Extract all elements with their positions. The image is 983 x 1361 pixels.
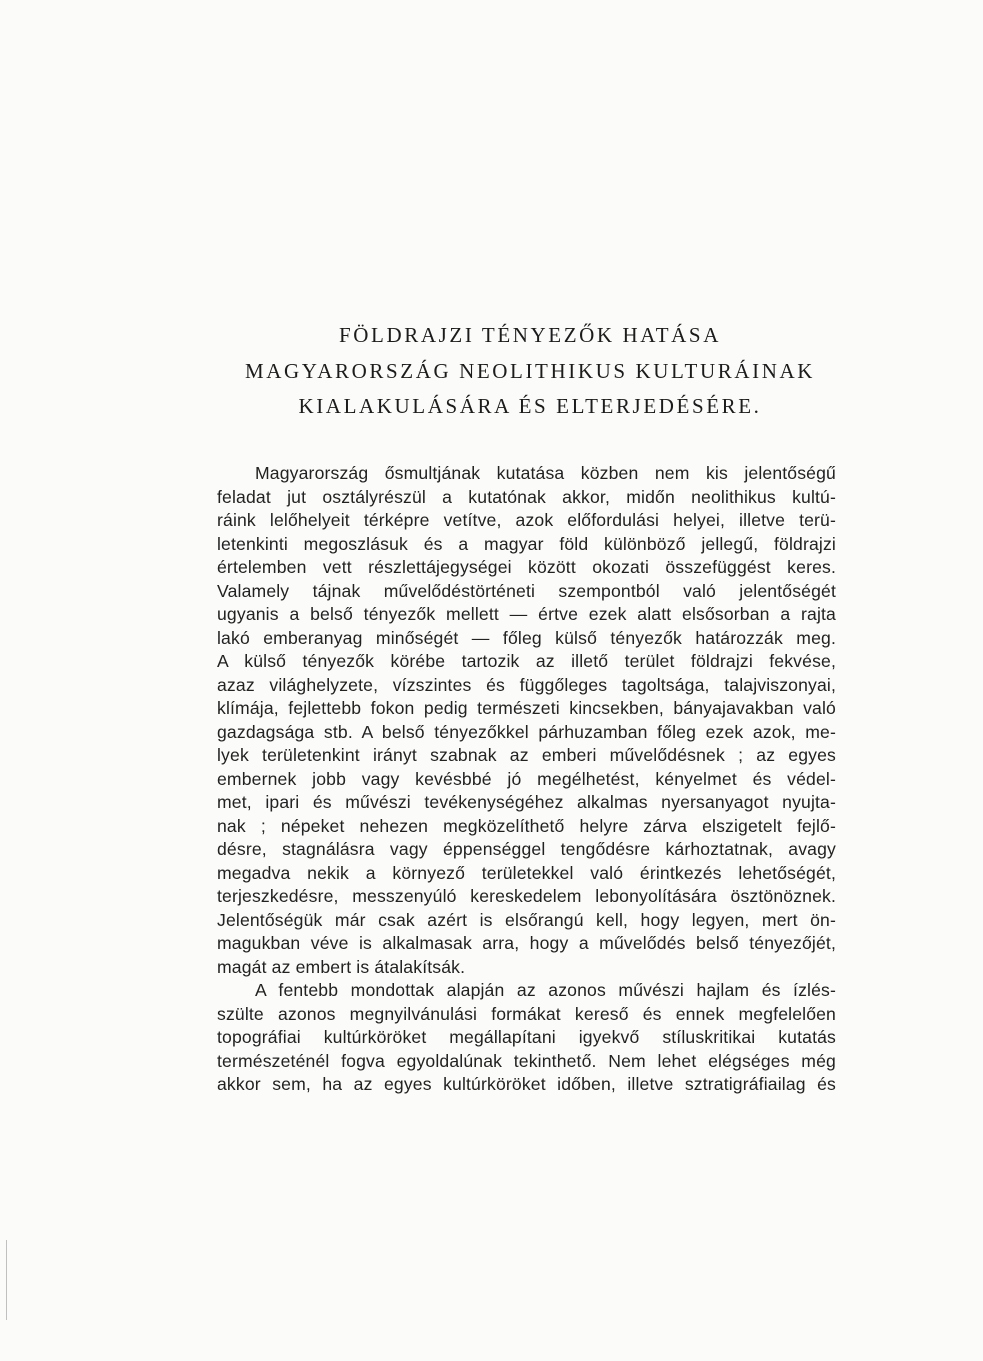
text-line: nak ; népeket nehezen megközelíthető helyre zárva elszigetelt fejlő- (217, 815, 836, 836)
text-line: értelemben vett részlettájegységei között okozati összefüggést keres. (217, 557, 836, 577)
text-line: szülte azonos megnyilvánulási formákat kereső és ennek megfelelően (217, 1003, 836, 1024)
text-line: magát az embert is átalakítsák. (217, 956, 466, 977)
paragraph-2 (217, 979, 836, 1097)
text-line: Valamely tájnak művelődéstörténeti szempontból való jelentőségét (217, 580, 836, 601)
text-line: topográfiai kultúrköröket megállapítani igyekvő stíluskritikai kutatás (217, 1027, 836, 1047)
text-line: lakó emberanyag minőségét — főleg külső tényezők határozzák meg. (217, 627, 836, 648)
text-line: megadva nekik a környező területekkel való érintkezés lehetőségét, (217, 862, 836, 883)
text-line: gazdagsága stb. A belső tényezőkkel párhuzamban főleg ezek azok, me- (217, 721, 836, 742)
text-line: ugyanis a belső tényezők mellett — értve ezek alatt elsősorban a rajta (217, 604, 836, 624)
title-line-3: KIALAKULÁSÁRA ÉS ELTERJEDÉSÉRE. (298, 394, 762, 418)
text-line: akkor sem, ha az egyes kultúrköröket időben, illetve sztratigráfiailag és (217, 1074, 836, 1094)
article-title (216, 318, 844, 425)
text-line: magukban véve is alkalmasak arra, hogy a művelődés belső tényezőjét, (217, 933, 836, 953)
text-line: letenkinti megoszlásuk és a magyar föld különböző jellegű, földrajzi (217, 533, 836, 554)
text-line: lyek területenkint irányt szabnak az emberi művelődésnek ; az egyes (217, 745, 836, 765)
scan-edge-mark (6, 1240, 7, 1320)
text-line: A fentebb mondottak alapján az azonos művészi hajlam és ízlés- (255, 980, 836, 1000)
text-line: embernek jobb vagy kevésbbé jó megélhetést, kényelmet és védel- (217, 768, 836, 789)
text-line: Magyarország ősmultjának kutatása közben nem kis jelentőségű (255, 463, 836, 483)
text-line: met, ipari és művészi tevékenységéhez alkalmas nyersanyagot nyujta- (217, 792, 836, 812)
text-line: azaz világhelyzete, vízszintes és függőleges tagoltsága, talajviszonyai, (217, 674, 836, 695)
text-line: A külső tényezők körébe tartozik az illető terület földrajzi fekvése, (217, 651, 836, 671)
body-text (217, 462, 836, 1097)
text-line: désre, stagnálásra vagy éppenséggel tengődésre kárhoztatnak, avagy (217, 839, 836, 859)
text-line: ráink lelőhelyeit térképre vetítve, azok előfordulási helyei, illetve terü- (217, 510, 836, 530)
title-line-1: FÖLDRAJZI TÉNYEZŐK HATÁSA (339, 323, 721, 347)
text-line: klímája, fejlettebb fokon pedig természeti kincsekben, bányajavakban való (217, 698, 836, 718)
text-line: terjeszkedésre, messzenyúló kereskedelem lebonyolítására ösztönöznek. (217, 886, 836, 906)
text-line: Jelentőségük már csak azért is elsőrangú kell, hogy legyen, mert ön- (217, 909, 836, 930)
title-line-2: MAGYARORSZÁG NEOLITHIKUS KULTURÁINAK (245, 358, 815, 383)
text-line: természeténél fogva egyoldalúnak tekinthető. Nem lehet elégséges még (217, 1050, 836, 1071)
text-line: feladat jut osztályrészül a kutatónak akkor, midőn neolithikus kultú- (217, 486, 836, 507)
paragraph-1 (217, 462, 836, 979)
